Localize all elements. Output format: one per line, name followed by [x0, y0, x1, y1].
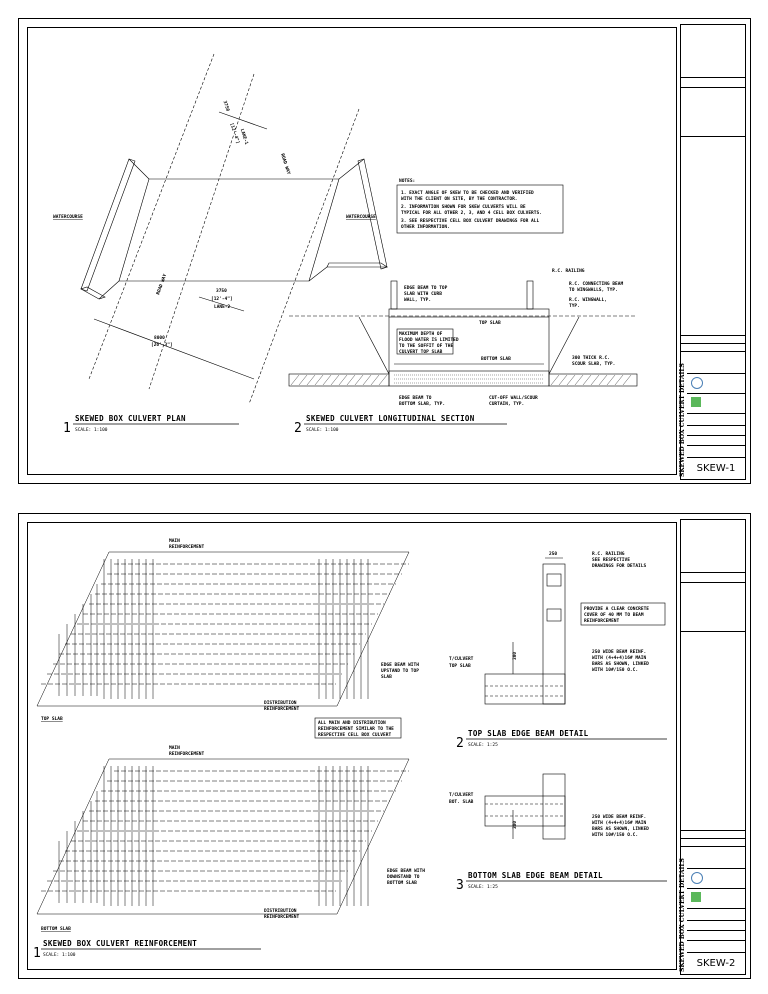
sheet2-drawing	[19, 514, 750, 978]
dim-lane1-imp: [12'-4"]	[228, 122, 240, 145]
max-depth-label: MAXIMUM DEPTH OF	[399, 332, 443, 337]
bottom-detail-number: 3	[456, 878, 464, 893]
top-railing-label: DRAWINGS FOR DETAILS	[592, 564, 647, 569]
reinf-scale: SCALE: 1:100	[43, 953, 76, 958]
dist-reinf-label: DISTRIBUTION	[264, 701, 297, 706]
road-way-label: ROAD WAY	[279, 153, 291, 176]
cover-note: REINFORCEMENT	[584, 619, 620, 624]
top-detail-number: 2	[456, 736, 464, 751]
rc-railing-label: R.C. RAILING	[552, 269, 585, 274]
side-title: SKEWED BOX CULVERT DETAILS	[679, 858, 686, 972]
similar-note: RESPECTIVE CELL BOX CULVERT	[318, 733, 392, 738]
top-edge-beam-detail	[485, 558, 565, 704]
main-reinf-label: MAIN	[169, 539, 180, 544]
dim-lane2: 3750	[216, 289, 227, 294]
bottom-detail-title: BOTTOM SLAB EDGE BEAM DETAIL	[468, 871, 603, 880]
top-slab-label: TOP SLAB	[41, 717, 63, 722]
note-line: 3. SEE RESPECTIVE CELL BOX CULVERT DRAWINGS FOR ALL	[401, 219, 540, 224]
edge-beam-up-label: UPSTAND TO TOP	[381, 669, 419, 674]
top-railing-label: R.C. RAILING	[592, 552, 625, 557]
wingwall-label: R.C. WINGWALL,	[569, 298, 607, 303]
dist-reinf-label: REINFORCEMENT	[264, 707, 300, 712]
cover-note: COVER OF 40 MM TO BEAM	[584, 613, 644, 618]
edge-beam-up-label: EDGE BEAM WITH	[381, 663, 419, 668]
top-level-label: T/CULVERT	[449, 657, 474, 662]
plan-number: 1	[63, 421, 71, 436]
edge-beam-bottom-label: BOTTOM SLAB, TYP.	[399, 402, 446, 407]
reinf-title: SKEWED BOX CULVERT REINFORCEMENT	[43, 939, 198, 948]
top-beam-reinf: 250 WIDE BEAM REINF.	[592, 650, 647, 655]
sheet-number: SKEW-2	[696, 958, 736, 969]
bottom-edge-beam-detail	[485, 774, 565, 839]
bottom-slab-label: BOTTOM SLAB	[481, 357, 511, 362]
bottom-slab-label: BOTTOM SLAB	[41, 927, 71, 932]
bottom-slab-reinforcement	[37, 759, 409, 914]
watercourse-right: WATERCOURSE	[346, 215, 376, 220]
dim-total: 8000	[154, 336, 165, 341]
dim-300: 300	[513, 651, 518, 660]
max-depth-label: FLOOD WATER IS LIMITED	[399, 338, 459, 343]
connecting-beam-label: TO WINGWALLS, TYP.	[569, 288, 618, 293]
note-line: 1. EXACT ANGLE OF SKEW TO BE CHECKED AND VERIFIED	[401, 191, 534, 196]
connecting-beam-label: R.C. CONNECTING BEAM	[569, 282, 624, 287]
cutoff-wall-label: CURTAIN, TYP.	[489, 402, 525, 407]
edge-beam-bottom-label: EDGE BEAM TO	[399, 396, 432, 401]
dist-reinf-label: DISTRIBUTION	[264, 909, 297, 914]
similar-note: REINFORCEMENT SIMILAR TO THE	[318, 727, 394, 732]
bottom-beam-reinf: WITH (4+4+4)16# MAIN	[592, 821, 647, 826]
notes-heading: NOTES:	[399, 179, 416, 184]
section-hatch	[291, 375, 631, 385]
skewed-plan	[81, 54, 387, 404]
top-level-label: TOP SLAB	[449, 664, 471, 669]
section-number: 2	[294, 421, 302, 436]
bottom-level-label: BOT. SLAB	[449, 800, 474, 805]
top-railing-label: SEE RESPECTIVE	[592, 558, 630, 563]
scour-slab-label: 300 THICK R.C.	[572, 356, 610, 361]
top-slab-label: TOP SLAB	[479, 321, 501, 326]
reinf-number: 1	[33, 946, 41, 961]
main-reinf-label: REINFORCEMENT	[169, 545, 205, 550]
edge-beam-top-label: EDGE BEAM TO TOP	[404, 286, 448, 291]
top-beam-reinf: BARS AS SHOWN, LINKED	[592, 662, 649, 667]
top-detail-scale: SCALE: 1:25	[468, 743, 498, 748]
cover-note: PROVIDE A CLEAR CONCRETE	[584, 607, 650, 612]
note-line: TYPICAL FOR ALL OTHER 2, 3, AND 4 CELL BOX CULVERTS.	[401, 211, 542, 216]
section-title: SKEWED CULVERT LONGITUDINAL SECTION	[306, 414, 475, 423]
drawing-sheet-skew-1	[18, 18, 751, 484]
main-reinf-label: MAIN	[169, 746, 180, 751]
edge-beam-down-label: BOTTOM SLAB	[387, 881, 417, 886]
edge-beam-down-label: EDGE BEAM WITH	[387, 869, 425, 874]
note-line: WITH THE CLIENT ON SITE, BY THE CONTRACTOR.	[401, 197, 518, 202]
top-slab-reinforcement	[37, 552, 409, 706]
main-reinf-label: REINFORCEMENT	[169, 752, 205, 757]
longitudinal-section	[289, 281, 637, 386]
plan-title: SKEWED BOX CULVERT PLAN	[75, 414, 186, 423]
top-beam-reinf: WITH (4+4+4)16# MAIN	[592, 656, 647, 661]
bottom-beam-reinf: BARS AS SHOWN, LINKED	[592, 827, 649, 832]
side-title: SKEWED BOX CULVERT DETAILS	[679, 363, 686, 477]
edge-beam-down-label: DOWNSTAND TO	[387, 875, 420, 880]
bottom-beam-reinf: 250 WIDE BEAM REINF.	[592, 815, 647, 820]
lane2-label: LANE-2	[214, 305, 231, 310]
scour-slab-label: SCOUR SLAB, TYP.	[572, 362, 616, 367]
top-detail-title: TOP SLAB EDGE BEAM DETAIL	[468, 729, 589, 738]
cutoff-wall-label: CUT-OFF WALL/SCOUR	[489, 396, 538, 401]
dim-total-imp: [26'-3"]	[151, 343, 173, 348]
sheet1-drawing	[19, 19, 750, 483]
edge-beam-up-label: SLAB	[381, 675, 392, 680]
edge-beam-top-label: SLAB WITH CURB	[404, 292, 442, 297]
bottom-detail-scale: SCALE: 1:25	[468, 885, 498, 890]
note-line: OTHER INFORMATION.	[401, 225, 450, 230]
dist-reinf-label: REINFORCEMENT	[264, 915, 300, 920]
max-depth-label: CULVERT TOP SLAB	[399, 350, 443, 355]
top-beam-reinf: WITH 10#/150 O.C.	[592, 668, 639, 673]
section-scale: SCALE: 1:100	[306, 428, 339, 433]
bottom-beam-reinf: WITH 10#/150 O.C.	[592, 833, 639, 838]
wingwall-label: TYP.	[569, 304, 580, 309]
similar-note: ALL MAIN AND DISTRIBUTION	[318, 721, 386, 726]
road-way-label-2: ROAD WAY	[156, 273, 169, 296]
watercourse-left: WATERCOURSE	[53, 215, 83, 220]
plan-scale: SCALE: 1:100	[75, 428, 108, 433]
max-depth-label: TO THE SOFFIT OF THE	[399, 344, 454, 349]
sheet-number: SKEW-1	[696, 463, 736, 474]
note-line: 2. INFORMATION SHOWN FOR SKEW CULVERTS WILL BE	[401, 205, 526, 210]
bottom-dim-300: 300	[513, 820, 518, 829]
dim-250: 250	[549, 552, 558, 557]
dim-lane2-imp: [12'-4"]	[211, 297, 233, 302]
bottom-level-label: T/CULVERT	[449, 793, 474, 798]
lane1-label: LANE-1	[238, 128, 249, 146]
drawing-sheet-skew-2	[18, 513, 751, 979]
dim-lane1: 3750	[221, 100, 230, 113]
edge-beam-top-label: WALL, TYP.	[404, 298, 432, 303]
